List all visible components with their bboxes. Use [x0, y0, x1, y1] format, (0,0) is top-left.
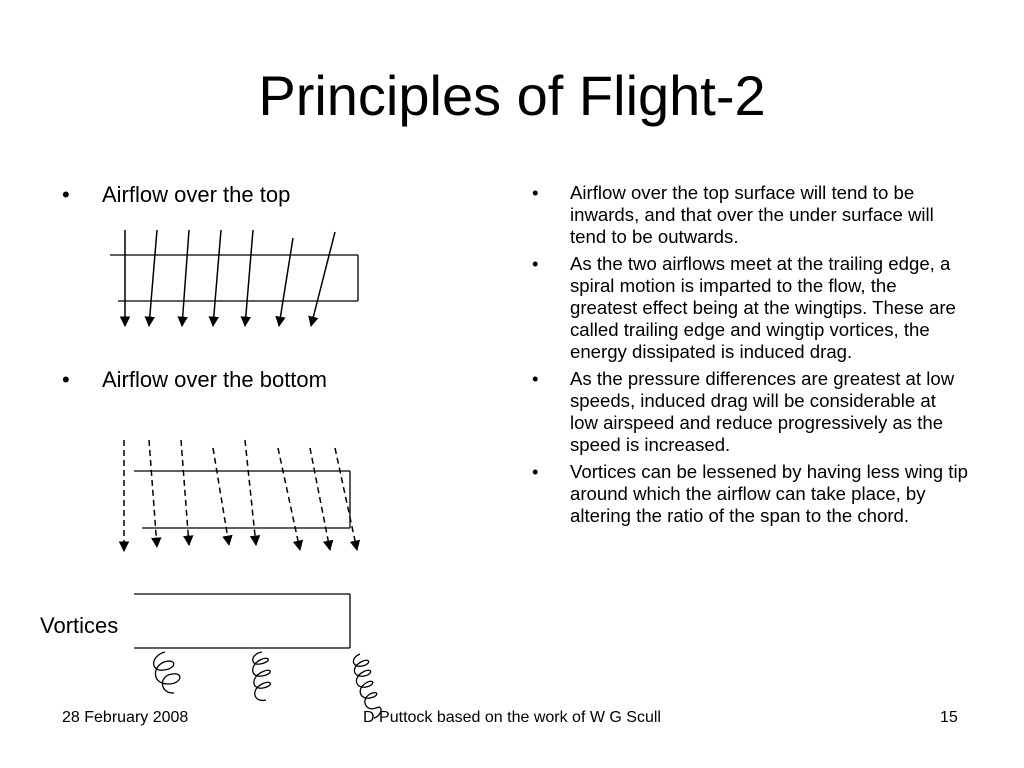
top-wing-outline — [110, 255, 358, 301]
explanation-text: As the pressure differences are greatest at low speeds, induced drag will be considerable at low airspeed and reduce progressively as the speed is increased. — [570, 368, 955, 455]
bullet-airflow-bottom-label: Airflow over the bottom — [102, 367, 327, 392]
vortex-spiral-middle — [253, 652, 271, 700]
bottom-airflow-arrows — [124, 440, 357, 551]
explanation-text: Airflow over the top surface will tend to be inwards, and that over the under surface will tend to be outwards. — [570, 182, 934, 247]
bullet-glyph: • — [532, 368, 539, 389]
vortex-spiral-left — [154, 652, 180, 693]
bullet-airflow-top-label: Airflow over the top — [102, 182, 291, 207]
footer-date: 28 February 2008 — [62, 709, 189, 726]
vortices-wing-outline — [134, 594, 350, 648]
vortices-label: Vortices — [40, 613, 119, 638]
bullet-glyph: • — [532, 461, 539, 482]
bullet-glyph: • — [532, 253, 539, 274]
bullet-glyph: • — [62, 182, 70, 207]
footer-credit: D Puttock based on the work of W G Scull — [363, 709, 661, 726]
top-airflow-arrows — [125, 230, 335, 326]
bullet-glyph: • — [62, 367, 70, 392]
page-number: 15 — [940, 709, 958, 726]
explanation-text: As the two airflows meet at the trailing edge, a spiral motion is imparted to the flow, the greatest effect being at the wingtips. These are called trailing edge and wingtip vortices, the energy dissipated is induced drag. — [570, 253, 956, 362]
slide-title: Principles of Flight-2 — [258, 64, 766, 127]
bullet-glyph: • — [532, 182, 539, 203]
explanation-text: Vortices can be lessened by having less wing tip around which the airflow can take place, by altering the ratio of the span to the chord. — [570, 461, 968, 526]
bottom-wing-outline — [134, 471, 350, 528]
